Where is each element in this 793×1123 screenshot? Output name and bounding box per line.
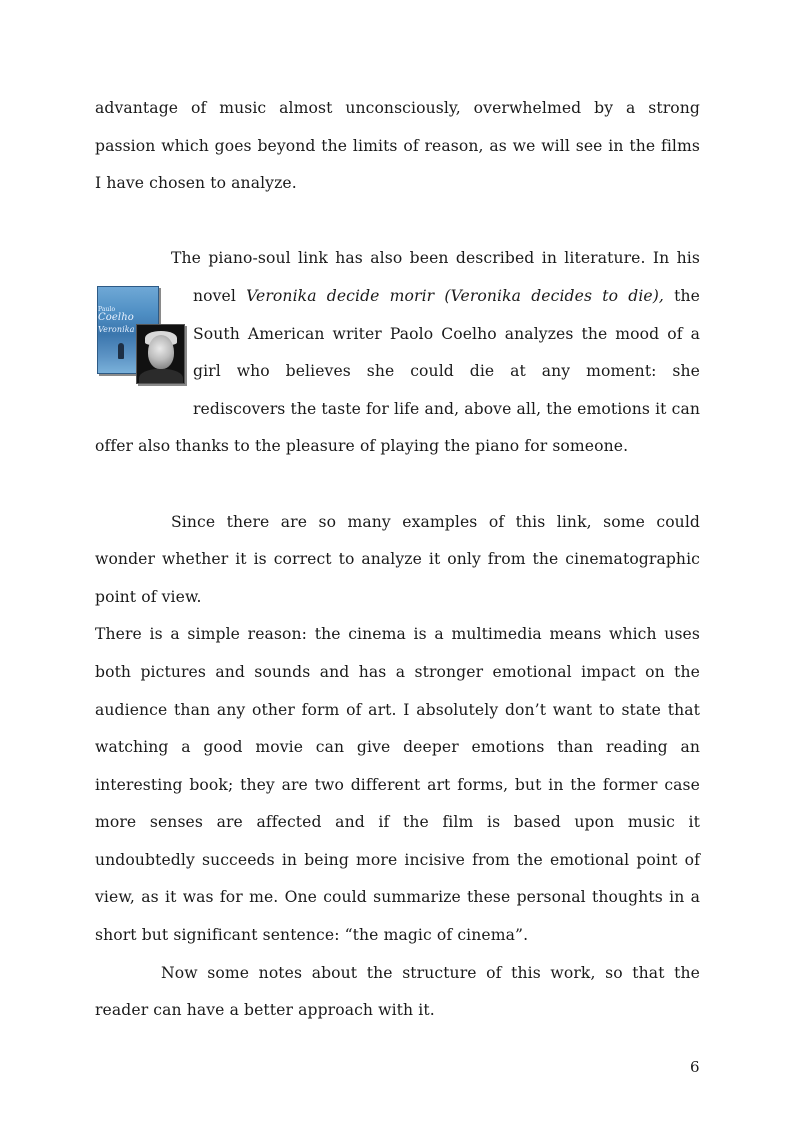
- paragraph-continuation: advantage of music almost unconsciously, overwhelmed by a strong passion which goes beyond the limits of reason, as we will see in the films I have chosen to analyze.: [95, 99, 700, 193]
- author-portrait-image: [136, 324, 185, 384]
- document-body: [95, 90, 700, 1030]
- book-cover-title: Veronika: [98, 324, 135, 334]
- paragraph-piano-soul-body: the South American writer Paolo Coelho analyzes the mood of a girl who believes she could die at any moment: she rediscovers the taste for life and, above all, the emotions it can offer also thanks to the pleasure of playing the piano for someone.: [95, 286, 700, 456]
- book-and-author-images: [95, 286, 193, 398]
- paragraph-simple-reason: There is a simple reason: the cinema is a multimedia means which uses both pictures and sounds and has a stronger emotional impact on the audience than any other form of art. I absolutely don’t want to state that watching a good movie can give deeper emotions than reading an interesting book; they are two different art forms, but in the former case more senses are affected and if the film is based upon music it undoubtedly succeeds in being more incisive from the emotional point of view, as it was for me. One could summarize these personal thoughts in a short but significant sentence: “the magic of cinema”.: [95, 625, 700, 945]
- page-number: 6: [690, 1058, 700, 1076]
- paragraph-structure-notes: Now some notes about the structure of this work, so that the reader can have a better approach with it.: [95, 963, 700, 1020]
- novel-title: Veronika decide morir (Veronika decides to die),: [246, 286, 664, 305]
- paragraph-examples: Since there are so many examples of this link, some could wonder whether it is correct to analyze it only from the cinematographic point of view.: [95, 512, 700, 606]
- portrait-face: [148, 335, 174, 369]
- book-cover-author: Coelho: [98, 311, 134, 323]
- portrait-shoulders: [139, 369, 183, 384]
- novel-prefix: novel: [193, 286, 247, 305]
- paragraph-gap: [95, 203, 700, 241]
- paragraph-piano-soul: [95, 278, 700, 466]
- paragraph-piano-soul-line1: The piano-soul link has also been described in literature. In his: [171, 249, 700, 268]
- book-cover-author-small: Paulo: [98, 305, 116, 313]
- paragraph-gap: [95, 466, 700, 504]
- book-cover-figure: [118, 343, 124, 359]
